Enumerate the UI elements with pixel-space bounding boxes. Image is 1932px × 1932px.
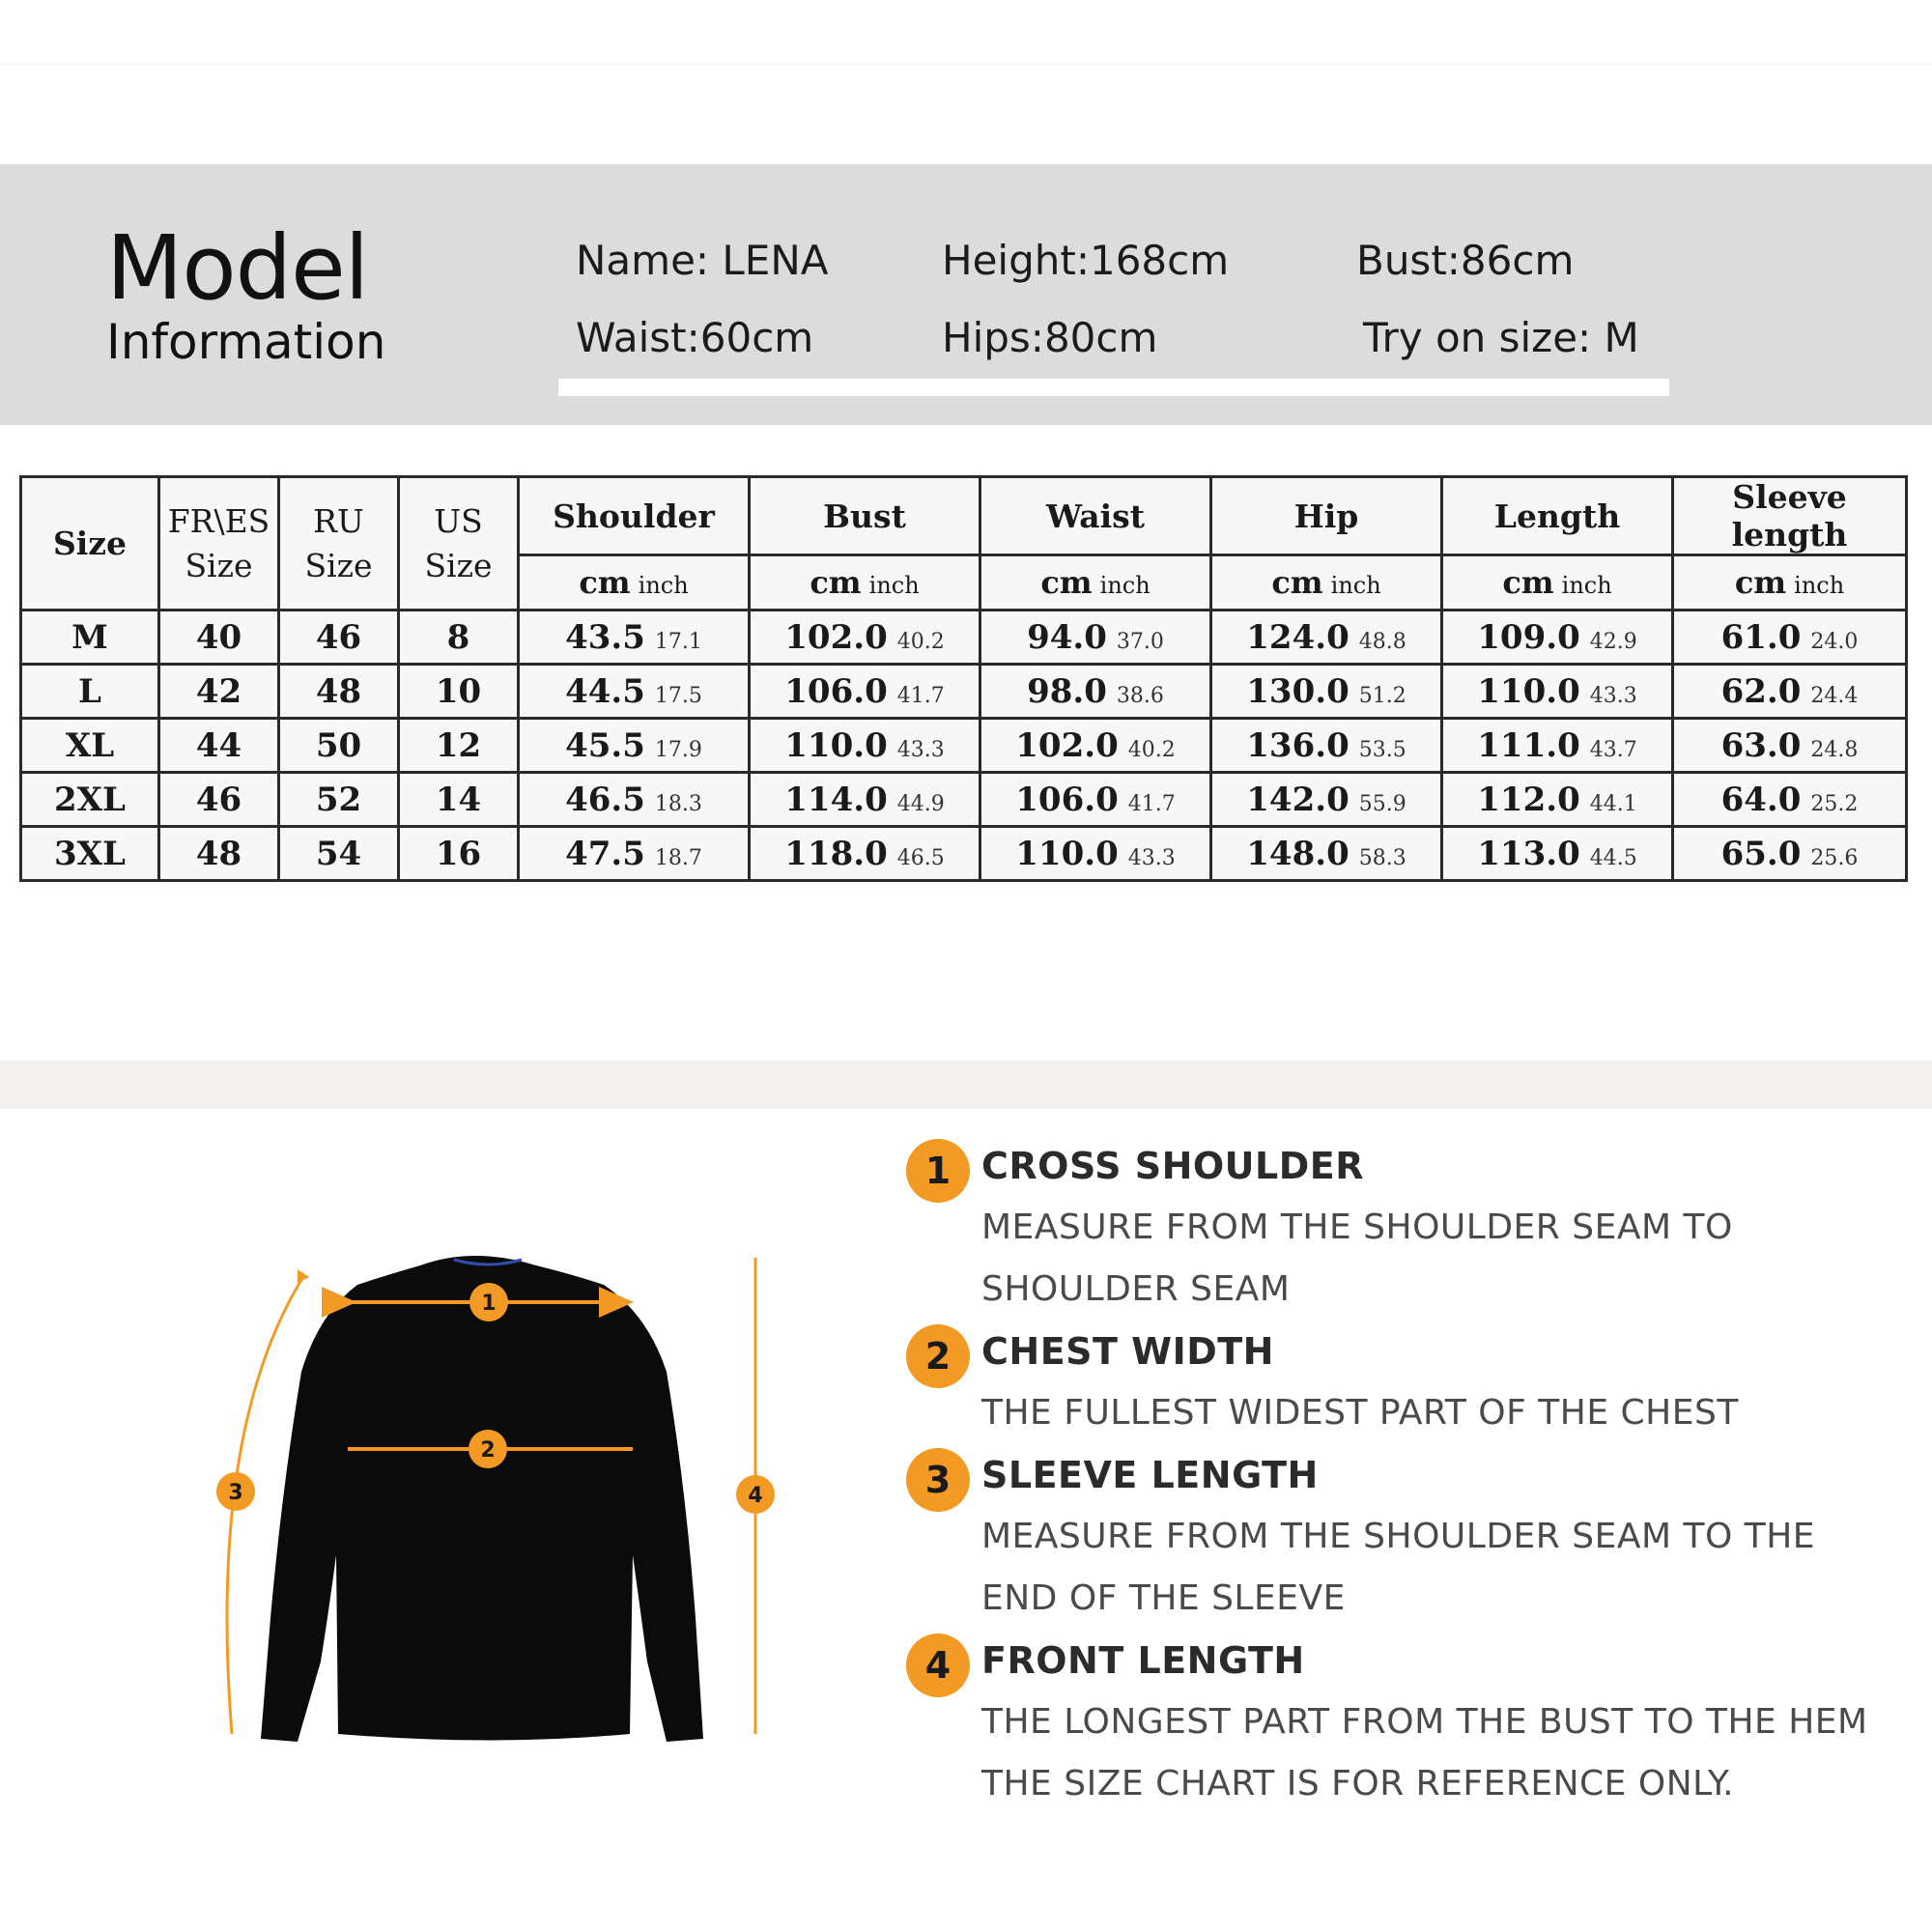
legend-title: FRONT LENGTH: [981, 1639, 1305, 1682]
length-cell: [1442, 827, 1673, 881]
legend-number-badge: 2: [906, 1324, 970, 1388]
header-fres-size-label: Size: [185, 546, 253, 584]
hip-cell: [1211, 665, 1442, 719]
bust-cm-value: 102.0: [784, 617, 888, 657]
table-row: [21, 611, 1907, 665]
header-us-size: [399, 477, 519, 611]
waist-cm-value: 98.0: [1027, 671, 1107, 711]
ru-size-cell: 46: [279, 611, 399, 665]
length-cm-value: 109.0: [1477, 617, 1580, 657]
unit-cell-sleeve-length: [1673, 555, 1907, 611]
header-fres-size: [159, 477, 279, 611]
fres-size-cell: 46: [159, 773, 279, 827]
bust-cell: [750, 773, 980, 827]
unit-cm-label: cm: [1040, 564, 1093, 601]
unit-cm-label: cm: [1734, 564, 1787, 601]
size-chart-table: [19, 475, 1908, 882]
shoulder-cm-value: 44.5: [565, 671, 645, 711]
shoulder-cell: [519, 719, 750, 773]
model-bust: Bust:86cm: [1356, 237, 1575, 284]
unit-cell-length: [1442, 555, 1673, 611]
header-ru-size: [279, 477, 399, 611]
shoulder-cell: [519, 827, 750, 881]
top-margin: [0, 0, 1932, 164]
sleeve-length-cell: [1673, 773, 1907, 827]
waist-cell: [980, 827, 1211, 881]
section-divider: [0, 1061, 1932, 1109]
model-waist: Waist:60cm: [576, 314, 814, 361]
table-header-row: [21, 477, 1907, 555]
table-row: [21, 773, 1907, 827]
length-inch-value: 43.7: [1589, 737, 1637, 762]
ru-size-cell: 52: [279, 773, 399, 827]
hip-cell: [1211, 611, 1442, 665]
measurement-legend: [906, 1135, 1920, 1815]
length-cm-value: 113.0: [1477, 834, 1580, 873]
hip-cell: [1211, 827, 1442, 881]
size-cell: M: [21, 611, 159, 665]
us-size-cell: 8: [399, 611, 519, 665]
legend-description: THE FULLEST WIDEST PART OF THE CHEST: [981, 1393, 1739, 1433]
model-subtitle: Information: [106, 314, 386, 370]
sleeve-arrow-top-icon: [298, 1269, 309, 1283]
waist-cell: [980, 665, 1211, 719]
hip-inch-value: 48.8: [1358, 629, 1406, 654]
unit-cell-waist: [980, 555, 1211, 611]
size-cell: 3XL: [21, 827, 159, 881]
length-cm-value: 110.0: [1477, 671, 1580, 711]
waist-cm-value: 94.0: [1027, 617, 1107, 657]
sleeve-length-inch-value: 24.8: [1810, 737, 1859, 762]
fres-size-cell: 40: [159, 611, 279, 665]
sleeve-length-cm-value: 63.0: [1720, 725, 1802, 765]
hip-inch-value: 51.2: [1358, 683, 1406, 708]
waist-inch-value: 37.0: [1116, 629, 1164, 654]
legend-number-badge: 4: [906, 1634, 970, 1697]
unit-cm-label: cm: [1271, 564, 1323, 601]
fres-size-cell: 44: [159, 719, 279, 773]
marker-3-label: 3: [228, 1481, 243, 1505]
unit-inch-label: inch: [1330, 572, 1381, 599]
sleeve-length-inch-value: 25.6: [1810, 845, 1859, 870]
hip-cm-value: 142.0: [1246, 780, 1350, 819]
sleeve-length-inch-value: 25.2: [1810, 791, 1859, 816]
sleeve-length-cell: [1673, 827, 1907, 881]
length-cell: [1442, 611, 1673, 665]
unit-inch-label: inch: [638, 572, 689, 599]
shoulder-cm-value: 46.5: [565, 780, 645, 819]
bust-inch-value: 43.3: [896, 737, 945, 762]
header-bust: Bust: [750, 477, 980, 555]
model-try-on-size: Try on size: M: [1363, 314, 1639, 361]
header-ru-label: RU: [313, 501, 364, 540]
shoulder-inch-value: 17.9: [654, 737, 702, 762]
unit-inch-label: inch: [1794, 572, 1845, 599]
bust-cell: [750, 611, 980, 665]
size-cell: 2XL: [21, 773, 159, 827]
shoulder-cell: [519, 665, 750, 719]
model-hips: Hips:80cm: [942, 314, 1158, 361]
waist-inch-value: 41.7: [1127, 791, 1176, 816]
garment-svg: [193, 1236, 792, 1758]
hip-cell: [1211, 773, 1442, 827]
legend-description: MEASURE FROM THE SHOULDER SEAM TO THE: [981, 1517, 1816, 1556]
marker-4-label: 4: [748, 1484, 763, 1508]
bust-cell: [750, 719, 980, 773]
unit-cm-label: cm: [810, 564, 862, 601]
garment-diagram: [193, 1236, 792, 1758]
unit-inch-label: inch: [1561, 572, 1612, 599]
model-name: Name: LENA: [576, 237, 829, 284]
sleeve-length-inch-value: 24.4: [1810, 683, 1859, 708]
unit-cm-label: cm: [1502, 564, 1554, 601]
hip-cm-value: 130.0: [1246, 671, 1350, 711]
us-size-cell: 12: [399, 719, 519, 773]
header-length: Length: [1442, 477, 1673, 555]
length-inch-value: 42.9: [1589, 629, 1637, 654]
hip-cm-value: 148.0: [1246, 834, 1350, 873]
sleeve-length-cm-value: 61.0: [1720, 617, 1802, 657]
header-us-size-label: Size: [424, 546, 493, 584]
header-ru-size-label: Size: [304, 546, 373, 584]
legend-description: SHOULDER SEAM: [981, 1269, 1291, 1309]
unit-cell-hip: [1211, 555, 1442, 611]
model-height: Height:168cm: [942, 237, 1230, 284]
waist-cm-value: 102.0: [1015, 725, 1119, 765]
legend-description: END OF THE SLEEVE: [981, 1578, 1346, 1618]
marker-1-label: 1: [481, 1292, 497, 1316]
us-size-cell: 10: [399, 665, 519, 719]
bust-inch-value: 41.7: [896, 683, 945, 708]
waist-inch-value: 38.6: [1116, 683, 1164, 708]
hip-cm-value: 136.0: [1246, 725, 1350, 765]
waist-inch-value: 40.2: [1127, 737, 1176, 762]
length-inch-value: 43.3: [1589, 683, 1637, 708]
shoulder-inch-value: 17.5: [654, 683, 702, 708]
length-cell: [1442, 773, 1673, 827]
header-sleeve-length: Sleeve length: [1673, 477, 1907, 555]
ru-size-cell: 48: [279, 665, 399, 719]
reference-note: THE SIZE CHART IS FOR REFERENCE ONLY.: [981, 1764, 1735, 1804]
unit-cm-label: cm: [579, 564, 631, 601]
header-waist: Waist: [980, 477, 1211, 555]
bust-cm-value: 114.0: [784, 780, 888, 819]
ru-size-cell: 50: [279, 719, 399, 773]
hip-inch-value: 53.5: [1358, 737, 1406, 762]
unit-cell-shoulder: [519, 555, 750, 611]
length-cell: [1442, 665, 1673, 719]
shoulder-cm-value: 45.5: [565, 725, 645, 765]
length-cm-value: 111.0: [1477, 725, 1580, 765]
unit-inch-label: inch: [868, 572, 920, 599]
bust-cm-value: 106.0: [784, 671, 888, 711]
shoulder-cm-value: 47.5: [565, 834, 645, 873]
header-shoulder: Shoulder: [519, 477, 750, 555]
unit-cell-bust: [750, 555, 980, 611]
us-size-cell: 14: [399, 773, 519, 827]
bust-cell: [750, 827, 980, 881]
shoulder-cm-value: 43.5: [565, 617, 645, 657]
waist-cell: [980, 611, 1211, 665]
size-cell: XL: [21, 719, 159, 773]
shoulder-cell: [519, 611, 750, 665]
table-body: [21, 611, 1907, 881]
hip-inch-value: 58.3: [1358, 845, 1406, 870]
length-cell: [1442, 719, 1673, 773]
sleeve-length-cell: [1673, 665, 1907, 719]
model-info-band: [0, 164, 1932, 425]
waist-cell: [980, 719, 1211, 773]
legend-number-badge: 1: [906, 1139, 970, 1203]
sleeve-length-inch-value: 24.0: [1810, 629, 1859, 654]
size-cell: L: [21, 665, 159, 719]
sleeve-length-cm-value: 62.0: [1720, 671, 1802, 711]
model-title: Model: [106, 216, 369, 320]
length-cm-value: 112.0: [1477, 780, 1580, 819]
legend-item: [906, 1135, 1920, 1321]
sleeve-length-cell: [1673, 719, 1907, 773]
waist-cm-value: 106.0: [1015, 780, 1119, 819]
fres-size-cell: 48: [159, 827, 279, 881]
sleeve-length-cm-value: 64.0: [1720, 780, 1802, 819]
legend-item: [906, 1321, 1920, 1444]
fres-size-cell: 42: [159, 665, 279, 719]
header-size: Size: [21, 477, 159, 611]
shoulder-inch-value: 17.1: [654, 629, 702, 654]
header-hip: Hip: [1211, 477, 1442, 555]
sleeve-length-cell: [1673, 611, 1907, 665]
bust-cm-value: 110.0: [784, 725, 888, 765]
length-inch-value: 44.1: [1589, 791, 1637, 816]
us-size-cell: 16: [399, 827, 519, 881]
table-row: [21, 665, 1907, 719]
header-fres-label: FR\ES: [167, 501, 270, 540]
legend-number-badge: 3: [906, 1448, 970, 1512]
table-row: [21, 719, 1907, 773]
header-us-label: US: [434, 501, 483, 540]
hip-cm-value: 124.0: [1246, 617, 1350, 657]
bust-inch-value: 46.5: [896, 845, 945, 870]
hip-cell: [1211, 719, 1442, 773]
shoulder-cell: [519, 773, 750, 827]
sweater-shape: [261, 1256, 703, 1742]
waist-cell: [980, 773, 1211, 827]
table-row: [21, 827, 1907, 881]
sleeve-length-cm-value: 65.0: [1720, 834, 1802, 873]
ru-size-cell: 54: [279, 827, 399, 881]
bust-cell: [750, 665, 980, 719]
legend-title: CHEST WIDTH: [981, 1330, 1274, 1373]
shoulder-inch-value: 18.7: [654, 845, 702, 870]
info-underline: [558, 379, 1669, 396]
bust-inch-value: 44.9: [896, 791, 945, 816]
hip-inch-value: 55.9: [1358, 791, 1406, 816]
legend-description: MEASURE FROM THE SHOULDER SEAM TO: [981, 1208, 1733, 1247]
waist-inch-value: 43.3: [1127, 845, 1176, 870]
legend-item: [906, 1444, 1920, 1630]
legend-title: CROSS SHOULDER: [981, 1145, 1365, 1187]
legend-description: THE LONGEST PART FROM THE BUST TO THE HEM: [981, 1702, 1868, 1742]
length-inch-value: 44.5: [1589, 845, 1637, 870]
bust-inch-value: 40.2: [896, 629, 945, 654]
legend-title: SLEEVE LENGTH: [981, 1454, 1319, 1496]
unit-inch-label: inch: [1099, 572, 1151, 599]
legend-item: [906, 1630, 1920, 1753]
marker-2-label: 2: [480, 1438, 496, 1463]
shoulder-inch-value: 18.3: [654, 791, 702, 816]
waist-cm-value: 110.0: [1015, 834, 1119, 873]
bust-cm-value: 118.0: [784, 834, 888, 873]
